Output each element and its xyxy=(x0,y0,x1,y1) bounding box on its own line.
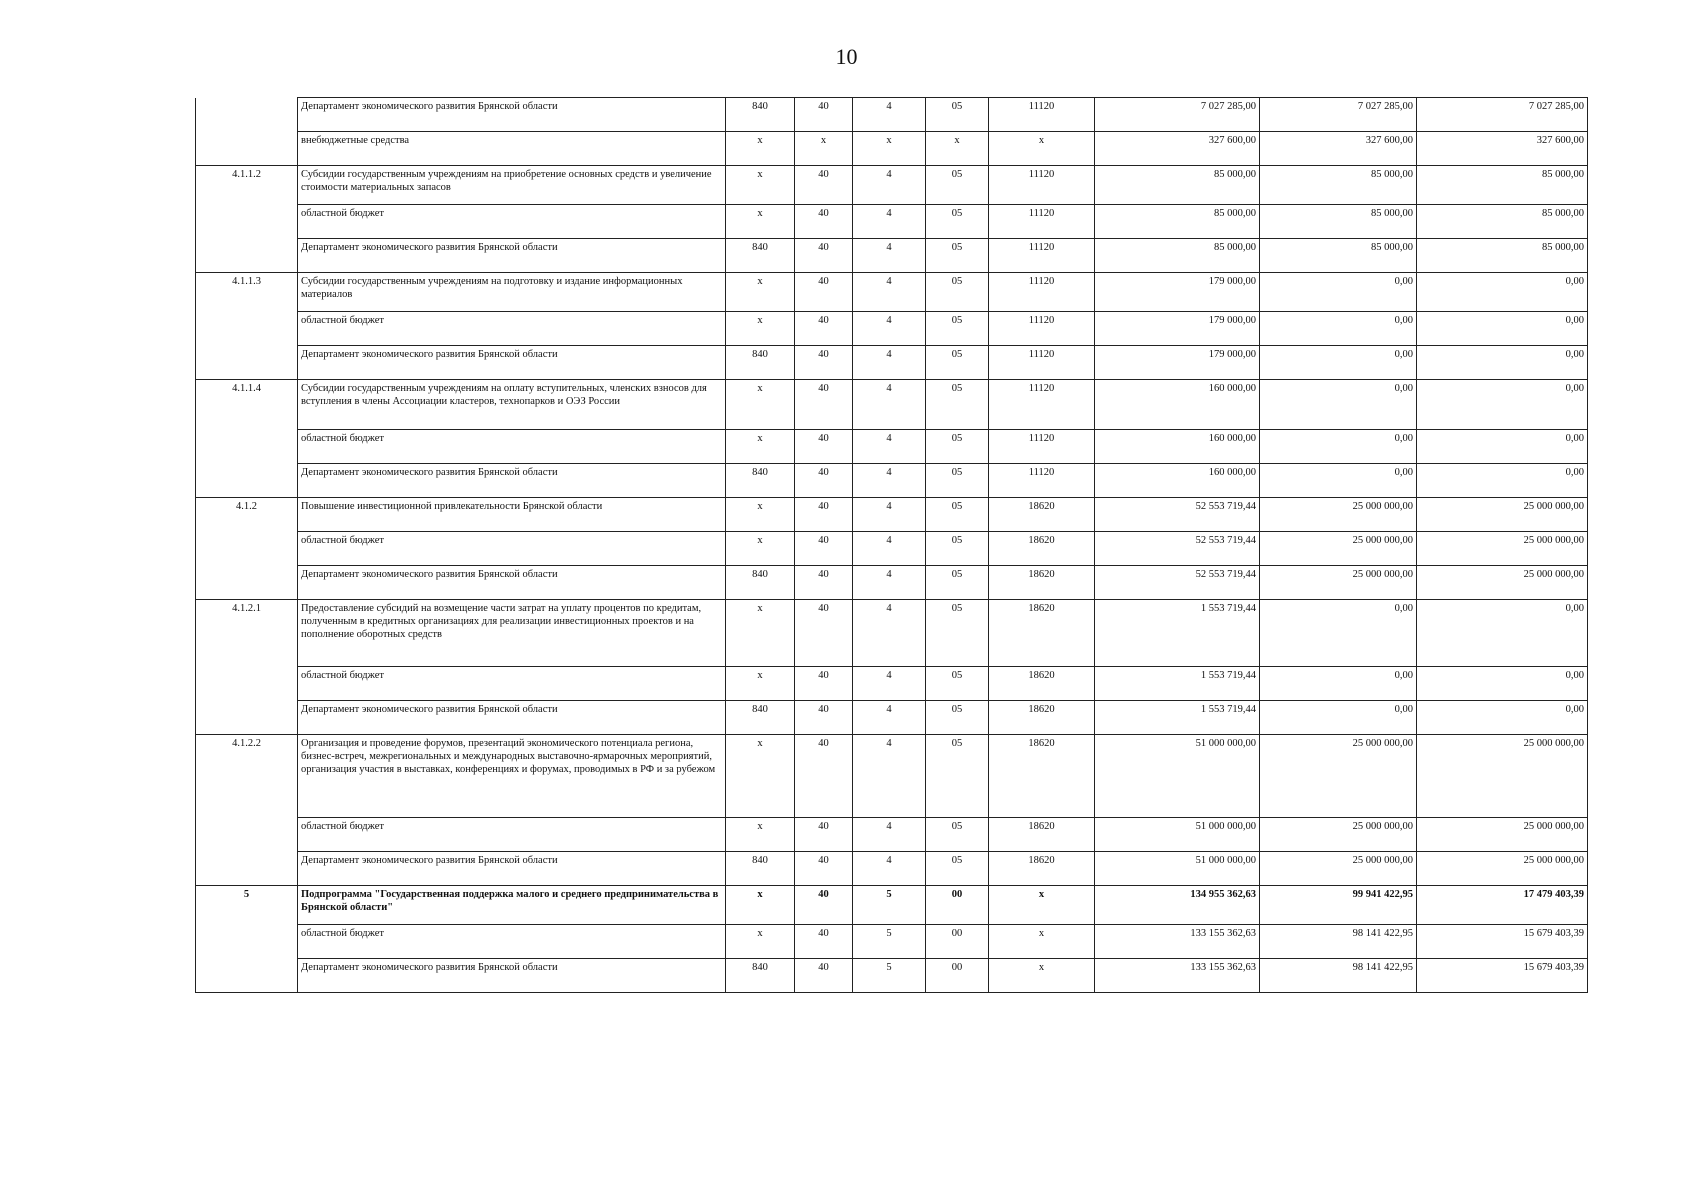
program-code: 40 xyxy=(795,380,853,430)
main-event-code: 05 xyxy=(926,464,989,498)
amount-year-3: 0,00 xyxy=(1417,600,1588,667)
amount-year-1: 51 000 000,00 xyxy=(1095,735,1260,818)
amount-year-1: 160 000,00 xyxy=(1095,464,1260,498)
subprogram-code: 5 xyxy=(853,886,926,925)
amount-year-1: 52 553 719,44 xyxy=(1095,532,1260,566)
main-event-code: 05 xyxy=(926,532,989,566)
direction-code: 18620 xyxy=(989,701,1095,735)
row-name: областной бюджет xyxy=(298,818,726,852)
amount-year-3: 25 000 000,00 xyxy=(1417,818,1588,852)
table-row xyxy=(196,532,1588,566)
main-event-code: 00 xyxy=(926,959,989,993)
amount-year-1: 7 027 285,00 xyxy=(1095,98,1260,132)
program-code: 40 xyxy=(795,667,853,701)
grbs-code: x xyxy=(726,132,795,166)
row-name: внебюджетные средства xyxy=(298,132,726,166)
amount-year-2: 0,00 xyxy=(1260,273,1417,312)
row-code xyxy=(196,98,298,132)
table-row xyxy=(196,166,1588,205)
program-code: 40 xyxy=(795,959,853,993)
amount-year-2: 0,00 xyxy=(1260,346,1417,380)
table-row xyxy=(196,380,1588,430)
direction-code: 11120 xyxy=(989,205,1095,239)
direction-code: 18620 xyxy=(989,735,1095,818)
program-code: 40 xyxy=(795,346,853,380)
program-code: 40 xyxy=(795,566,853,600)
amount-year-3: 0,00 xyxy=(1417,430,1588,464)
subprogram-code: 4 xyxy=(853,852,926,886)
direction-code: 11120 xyxy=(989,430,1095,464)
main-event-code: 05 xyxy=(926,346,989,380)
direction-code: 18620 xyxy=(989,566,1095,600)
amount-year-2: 98 141 422,95 xyxy=(1260,959,1417,993)
amount-year-2: 85 000,00 xyxy=(1260,166,1417,205)
direction-code: 11120 xyxy=(989,380,1095,430)
table-row xyxy=(196,852,1588,886)
amount-year-1: 133 155 362,63 xyxy=(1095,959,1260,993)
row-name: Департамент экономического развития Брянской области xyxy=(298,566,726,600)
direction-code: 11120 xyxy=(989,273,1095,312)
program-code: 40 xyxy=(795,205,853,239)
subprogram-code: 4 xyxy=(853,600,926,667)
direction-code: 11120 xyxy=(989,346,1095,380)
row-code xyxy=(196,464,298,498)
amount-year-3: 0,00 xyxy=(1417,312,1588,346)
table-row xyxy=(196,312,1588,346)
amount-year-1: 85 000,00 xyxy=(1095,205,1260,239)
amount-year-1: 51 000 000,00 xyxy=(1095,818,1260,852)
amount-year-2: 0,00 xyxy=(1260,464,1417,498)
amount-year-1: 85 000,00 xyxy=(1095,166,1260,205)
program-code: 40 xyxy=(795,818,853,852)
row-code: 4.1.2 xyxy=(196,498,298,532)
amount-year-1: 85 000,00 xyxy=(1095,239,1260,273)
amount-year-2: 0,00 xyxy=(1260,380,1417,430)
table-row xyxy=(196,346,1588,380)
subprogram-code: 4 xyxy=(853,818,926,852)
subprogram-code: 4 xyxy=(853,312,926,346)
row-code xyxy=(196,312,298,346)
grbs-code: x xyxy=(726,667,795,701)
row-name: Субсидии государственным учреждениям на оплату вступительных, членских взносов для вступления в члены Ассоциации кластеров, технопарков и ОЭЗ России xyxy=(298,380,726,430)
amount-year-3: 17 479 403,39 xyxy=(1417,886,1588,925)
grbs-code: x xyxy=(726,273,795,312)
grbs-code: x xyxy=(726,925,795,959)
table-row xyxy=(196,818,1588,852)
direction-code: 18620 xyxy=(989,532,1095,566)
grbs-code: x xyxy=(726,532,795,566)
grbs-code: 840 xyxy=(726,959,795,993)
amount-year-1: 160 000,00 xyxy=(1095,430,1260,464)
table-row xyxy=(196,735,1588,818)
grbs-code: x xyxy=(726,380,795,430)
subprogram-code: 5 xyxy=(853,925,926,959)
direction-code: 18620 xyxy=(989,600,1095,667)
program-code: 40 xyxy=(795,98,853,132)
row-name: Департамент экономического развития Брянской области xyxy=(298,852,726,886)
row-name: Департамент экономического развития Брянской области xyxy=(298,959,726,993)
amount-year-3: 25 000 000,00 xyxy=(1417,566,1588,600)
direction-code: 18620 xyxy=(989,498,1095,532)
grbs-code: 840 xyxy=(726,701,795,735)
direction-code: 18620 xyxy=(989,852,1095,886)
table-row xyxy=(196,430,1588,464)
amount-year-3: 0,00 xyxy=(1417,380,1588,430)
amount-year-1: 52 553 719,44 xyxy=(1095,566,1260,600)
program-code: 40 xyxy=(795,239,853,273)
row-name: областной бюджет xyxy=(298,312,726,346)
page-number: 10 xyxy=(835,44,858,69)
row-name: Департамент экономического развития Брянской области xyxy=(298,98,726,132)
grbs-code: x xyxy=(726,430,795,464)
direction-code: 11120 xyxy=(989,239,1095,273)
table-row xyxy=(196,464,1588,498)
amount-year-3: 85 000,00 xyxy=(1417,166,1588,205)
subprogram-code: 4 xyxy=(853,430,926,464)
amount-year-3: 0,00 xyxy=(1417,464,1588,498)
main-event-code: 05 xyxy=(926,430,989,464)
subprogram-code: 4 xyxy=(853,701,926,735)
direction-code: 18620 xyxy=(989,818,1095,852)
subprogram-code: 4 xyxy=(853,346,926,380)
main-event-code: 05 xyxy=(926,566,989,600)
direction-code: 18620 xyxy=(989,667,1095,701)
row-code: 4.1.2.1 xyxy=(196,600,298,667)
subprogram-code: 4 xyxy=(853,498,926,532)
grbs-code: 840 xyxy=(726,464,795,498)
table-row xyxy=(196,886,1588,925)
main-event-code: 05 xyxy=(926,701,989,735)
amount-year-3: 0,00 xyxy=(1417,273,1588,312)
amount-year-1: 160 000,00 xyxy=(1095,380,1260,430)
amount-year-1: 134 955 362,63 xyxy=(1095,886,1260,925)
main-event-code: 05 xyxy=(926,852,989,886)
table-row xyxy=(196,566,1588,600)
grbs-code: 840 xyxy=(726,98,795,132)
table-row xyxy=(196,205,1588,239)
direction-code: 11120 xyxy=(989,464,1095,498)
program-code: 40 xyxy=(795,701,853,735)
amount-year-1: 179 000,00 xyxy=(1095,312,1260,346)
row-name: Департамент экономического развития Брянской области xyxy=(298,239,726,273)
direction-code: 11120 xyxy=(989,166,1095,205)
table-row xyxy=(196,600,1588,667)
main-event-code: 05 xyxy=(926,600,989,667)
amount-year-3: 0,00 xyxy=(1417,346,1588,380)
amount-year-3: 25 000 000,00 xyxy=(1417,735,1588,818)
amount-year-2: 0,00 xyxy=(1260,600,1417,667)
subprogram-code: 4 xyxy=(853,532,926,566)
row-name: Департамент экономического развития Брянской области xyxy=(298,464,726,498)
table-row xyxy=(196,925,1588,959)
subprogram-code: 4 xyxy=(853,273,926,312)
amount-year-3: 85 000,00 xyxy=(1417,205,1588,239)
amount-year-2: 0,00 xyxy=(1260,312,1417,346)
row-code: 4.1.1.2 xyxy=(196,166,298,205)
row-code xyxy=(196,430,298,464)
amount-year-2: 25 000 000,00 xyxy=(1260,566,1417,600)
subprogram-code: 4 xyxy=(853,380,926,430)
grbs-code: x xyxy=(726,600,795,667)
amount-year-1: 52 553 719,44 xyxy=(1095,498,1260,532)
direction-code: x xyxy=(989,132,1095,166)
amount-year-3: 15 679 403,39 xyxy=(1417,959,1588,993)
row-code: 5 xyxy=(196,886,298,925)
table-row xyxy=(196,959,1588,993)
amount-year-3: 7 027 285,00 xyxy=(1417,98,1588,132)
table-row xyxy=(196,498,1588,532)
grbs-code: 840 xyxy=(726,852,795,886)
grbs-code: x xyxy=(726,818,795,852)
amount-year-2: 0,00 xyxy=(1260,430,1417,464)
amount-year-3: 85 000,00 xyxy=(1417,239,1588,273)
grbs-code: 840 xyxy=(726,346,795,380)
main-event-code: 05 xyxy=(926,667,989,701)
program-code: 40 xyxy=(795,273,853,312)
program-code: 40 xyxy=(795,600,853,667)
amount-year-3: 25 000 000,00 xyxy=(1417,532,1588,566)
row-name: Подпрограмма "Государственная поддержка малого и среднего предпринимательства в Брянской области" xyxy=(298,886,726,925)
main-event-code: 05 xyxy=(926,273,989,312)
main-event-code: 05 xyxy=(926,380,989,430)
amount-year-2: 327 600,00 xyxy=(1260,132,1417,166)
amount-year-2: 0,00 xyxy=(1260,701,1417,735)
grbs-code: x xyxy=(726,886,795,925)
grbs-code: 840 xyxy=(726,239,795,273)
row-code xyxy=(196,818,298,852)
main-event-code: 05 xyxy=(926,312,989,346)
amount-year-3: 25 000 000,00 xyxy=(1417,852,1588,886)
table-row xyxy=(196,98,1588,132)
row-code: 4.1.2.2 xyxy=(196,735,298,818)
program-code: 40 xyxy=(795,735,853,818)
main-event-code: 05 xyxy=(926,205,989,239)
amount-year-1: 327 600,00 xyxy=(1095,132,1260,166)
program-code: 40 xyxy=(795,464,853,498)
amount-year-2: 98 141 422,95 xyxy=(1260,925,1417,959)
row-code xyxy=(196,701,298,735)
grbs-code: x xyxy=(726,205,795,239)
amount-year-1: 179 000,00 xyxy=(1095,273,1260,312)
row-code xyxy=(196,132,298,166)
amount-year-2: 25 000 000,00 xyxy=(1260,852,1417,886)
grbs-code: x xyxy=(726,166,795,205)
amount-year-2: 25 000 000,00 xyxy=(1260,532,1417,566)
budget-table-body xyxy=(196,98,1588,993)
direction-code: 11120 xyxy=(989,98,1095,132)
amount-year-1: 1 553 719,44 xyxy=(1095,701,1260,735)
program-code: 40 xyxy=(795,852,853,886)
main-event-code: 05 xyxy=(926,818,989,852)
row-code: 4.1.1.4 xyxy=(196,380,298,430)
amount-year-3: 0,00 xyxy=(1417,701,1588,735)
amount-year-3: 0,00 xyxy=(1417,667,1588,701)
row-code: 4.1.1.3 xyxy=(196,273,298,312)
amount-year-1: 1 553 719,44 xyxy=(1095,667,1260,701)
row-name: областной бюджет xyxy=(298,532,726,566)
subprogram-code: 4 xyxy=(853,98,926,132)
subprogram-code: 4 xyxy=(853,735,926,818)
amount-year-1: 1 553 719,44 xyxy=(1095,600,1260,667)
main-event-code: 05 xyxy=(926,498,989,532)
grbs-code: 840 xyxy=(726,566,795,600)
budget-table xyxy=(195,97,1588,993)
table-row xyxy=(196,701,1588,735)
amount-year-2: 7 027 285,00 xyxy=(1260,98,1417,132)
program-code: x xyxy=(795,132,853,166)
direction-code: x xyxy=(989,959,1095,993)
amount-year-2: 99 941 422,95 xyxy=(1260,886,1417,925)
program-code: 40 xyxy=(795,886,853,925)
table-row xyxy=(196,132,1588,166)
row-name: Повышение инвестиционной привлекательности Брянской области xyxy=(298,498,726,532)
row-code xyxy=(196,346,298,380)
amount-year-3: 25 000 000,00 xyxy=(1417,498,1588,532)
amount-year-1: 51 000 000,00 xyxy=(1095,852,1260,886)
row-name: Организация и проведение форумов, презентаций экономического потенциала региона, бизнес-встреч, межрегиональных и международных выставочно-ярмарочных мероприятий, организация участия в выставках, конференциях и форумах, проводимых в РФ и за рубежом xyxy=(298,735,726,818)
subprogram-code: 4 xyxy=(853,566,926,600)
main-event-code: 05 xyxy=(926,166,989,205)
main-event-code: x xyxy=(926,132,989,166)
table-row xyxy=(196,667,1588,701)
row-name: Субсидии государственным учреждениям на подготовку и издание информационных материалов xyxy=(298,273,726,312)
direction-code: x xyxy=(989,886,1095,925)
main-event-code: 00 xyxy=(926,925,989,959)
program-code: 40 xyxy=(795,925,853,959)
program-code: 40 xyxy=(795,430,853,464)
amount-year-2: 0,00 xyxy=(1260,667,1417,701)
row-name: Предоставление субсидий на возмещение части затрат на уплату процентов по кредитам, полученным в кредитных организациях для реализации инвестиционных проектов и на пополнение оборотных средств xyxy=(298,600,726,667)
row-name: Департамент экономического развития Брянской области xyxy=(298,346,726,380)
amount-year-2: 85 000,00 xyxy=(1260,205,1417,239)
table-row xyxy=(196,273,1588,312)
amount-year-2: 25 000 000,00 xyxy=(1260,735,1417,818)
main-event-code: 05 xyxy=(926,98,989,132)
program-code: 40 xyxy=(795,498,853,532)
table-row xyxy=(196,239,1588,273)
subprogram-code: 5 xyxy=(853,959,926,993)
row-code xyxy=(196,925,298,959)
row-code xyxy=(196,566,298,600)
row-name: Департамент экономического развития Брянской области xyxy=(298,701,726,735)
row-name: Субсидии государственным учреждениям на приобретение основных средств и увеличение стоимости материальных запасов xyxy=(298,166,726,205)
main-event-code: 05 xyxy=(926,735,989,818)
row-code xyxy=(196,959,298,993)
row-name: областной бюджет xyxy=(298,430,726,464)
program-code: 40 xyxy=(795,532,853,566)
amount-year-3: 327 600,00 xyxy=(1417,132,1588,166)
main-event-code: 00 xyxy=(926,886,989,925)
row-name: областной бюджет xyxy=(298,925,726,959)
row-code xyxy=(196,205,298,239)
row-name: областной бюджет xyxy=(298,667,726,701)
row-code xyxy=(196,532,298,566)
subprogram-code: 4 xyxy=(853,667,926,701)
grbs-code: x xyxy=(726,735,795,818)
amount-year-2: 85 000,00 xyxy=(1260,239,1417,273)
subprogram-code: 4 xyxy=(853,464,926,498)
row-code xyxy=(196,667,298,701)
amount-year-3: 15 679 403,39 xyxy=(1417,925,1588,959)
grbs-code: x xyxy=(726,312,795,346)
amount-year-1: 133 155 362,63 xyxy=(1095,925,1260,959)
program-code: 40 xyxy=(795,166,853,205)
main-event-code: 05 xyxy=(926,239,989,273)
subprogram-code: 4 xyxy=(853,239,926,273)
program-code: 40 xyxy=(795,312,853,346)
amount-year-2: 25 000 000,00 xyxy=(1260,498,1417,532)
amount-year-1: 179 000,00 xyxy=(1095,346,1260,380)
amount-year-2: 25 000 000,00 xyxy=(1260,818,1417,852)
subprogram-code: 4 xyxy=(853,166,926,205)
subprogram-code: x xyxy=(853,132,926,166)
row-code xyxy=(196,239,298,273)
direction-code: x xyxy=(989,925,1095,959)
row-name: областной бюджет xyxy=(298,205,726,239)
subprogram-code: 4 xyxy=(853,205,926,239)
grbs-code: x xyxy=(726,498,795,532)
direction-code: 11120 xyxy=(989,312,1095,346)
row-code xyxy=(196,852,298,886)
